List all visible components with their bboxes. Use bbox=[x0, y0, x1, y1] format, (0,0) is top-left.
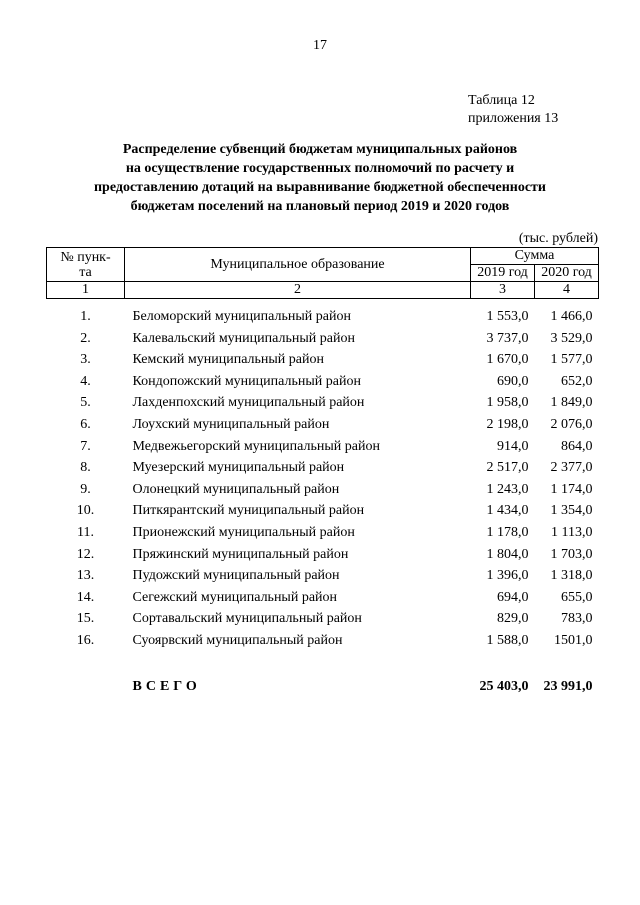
value-2020: 1 849,0 bbox=[550, 395, 593, 411]
municipality-name: Пряжинский муниципальный район bbox=[132, 546, 349, 562]
table-row bbox=[47, 392, 599, 414]
municipality-name: Олонецкий муниципальный район bbox=[132, 481, 340, 497]
header-municipality: Муниципальное образование bbox=[125, 248, 471, 282]
value-2019: 1 588,0 bbox=[486, 632, 529, 648]
index-cell: 4 bbox=[535, 282, 599, 299]
table-row bbox=[47, 522, 599, 544]
value-2020: 1 703,0 bbox=[550, 546, 593, 562]
municipality-name: Калевальский муниципальный район bbox=[132, 330, 355, 346]
value-2019: 1 670,0 bbox=[486, 352, 529, 368]
table-reference-line1: Таблица 12 bbox=[468, 93, 535, 108]
total-label: ВСЕГО bbox=[132, 678, 201, 694]
value-2020: 655,0 bbox=[561, 589, 593, 605]
title-line-2: на осуществление государственных полномочий по расчету и bbox=[125, 161, 515, 176]
row-number: 9. bbox=[80, 481, 91, 497]
table-row bbox=[47, 500, 599, 522]
table-row bbox=[47, 349, 599, 371]
row-number: 8. bbox=[80, 460, 91, 476]
row-number: 3. bbox=[80, 352, 91, 368]
value-2020: 652,0 bbox=[561, 373, 593, 389]
value-2020: 1 318,0 bbox=[550, 568, 593, 584]
row-number: 6. bbox=[80, 416, 91, 432]
value-2019: 694,0 bbox=[497, 589, 529, 605]
index-cell: 2 bbox=[125, 282, 471, 299]
municipality-name: Прионежский муниципальный район bbox=[132, 524, 355, 540]
table-row bbox=[47, 479, 599, 501]
value-2019: 1 396,0 bbox=[486, 568, 529, 584]
table-reference-line2: приложения 13 bbox=[468, 111, 559, 126]
total-2020: 23 991,0 bbox=[543, 678, 593, 694]
value-2020: 2 076,0 bbox=[550, 416, 593, 432]
table-row bbox=[47, 544, 599, 566]
table-row bbox=[47, 414, 599, 436]
index-cell: 1 bbox=[47, 282, 125, 299]
value-2019: 1 434,0 bbox=[486, 503, 529, 519]
municipality-name: Беломорский муниципальный район bbox=[132, 309, 351, 324]
row-number: 13. bbox=[76, 568, 95, 584]
value-2019: 1 178,0 bbox=[486, 524, 529, 540]
value-2020: 783,0 bbox=[561, 611, 593, 627]
header-2020: 2020 год bbox=[535, 265, 599, 282]
municipality-name: Муезерский муниципальный район bbox=[132, 460, 345, 476]
value-2019: 690,0 bbox=[497, 373, 529, 389]
row-number: 14. bbox=[76, 589, 95, 605]
table-row bbox=[47, 299, 599, 328]
municipality-name: Суоярвский муниципальный район bbox=[132, 632, 343, 648]
row-number: 5. bbox=[80, 395, 91, 411]
value-2019: 2 517,0 bbox=[486, 460, 529, 476]
value-2020: 1 174,0 bbox=[550, 481, 593, 497]
row-number: 10. bbox=[76, 503, 95, 519]
municipality-name: Пудожский муниципальный район bbox=[132, 568, 340, 584]
row-number: 16. bbox=[76, 632, 95, 648]
page-number: 17 bbox=[313, 38, 327, 53]
table-row bbox=[47, 328, 599, 350]
municipality-name: Кондопожский муниципальный район bbox=[132, 373, 361, 389]
table-row bbox=[47, 436, 599, 458]
municipality-name: Лоухский муниципальный район bbox=[132, 416, 330, 432]
row-number: 7. bbox=[80, 438, 91, 454]
value-2020: 1 113,0 bbox=[551, 524, 593, 540]
value-2019: 914,0 bbox=[497, 438, 529, 454]
value-2020: 2 377,0 bbox=[550, 460, 593, 476]
row-number: 2. bbox=[80, 330, 91, 346]
value-2020: 864,0 bbox=[561, 438, 593, 454]
value-2019: 3 737,0 bbox=[486, 330, 529, 346]
row-number: 4. bbox=[80, 373, 91, 389]
table-row bbox=[47, 630, 599, 652]
table-row bbox=[47, 457, 599, 479]
value-2020: 1501,0 bbox=[554, 632, 593, 648]
total-2019: 25 403,0 bbox=[479, 678, 529, 694]
header-2019: 2019 год bbox=[471, 265, 535, 282]
document-title bbox=[40, 140, 600, 216]
header-item-number-line2: та bbox=[79, 264, 92, 280]
table-row bbox=[47, 371, 599, 393]
total-number-cell bbox=[47, 652, 125, 698]
value-2020: 1 577,0 bbox=[550, 352, 593, 368]
value-2020: 1 354,0 bbox=[550, 503, 593, 519]
municipality-name: Сортавальский муниципальный район bbox=[132, 611, 362, 627]
value-2019: 2 198,0 bbox=[486, 416, 529, 432]
value-2019: 1 804,0 bbox=[486, 546, 529, 562]
value-2019: 1 243,0 bbox=[486, 481, 529, 497]
value-2020: 1 466,0 bbox=[550, 309, 593, 324]
municipality-name: Кемский муниципальный район bbox=[132, 352, 324, 368]
row-number: 15. bbox=[76, 611, 95, 627]
title-line-4: бюджетам поселений на плановый период 2019 и 2020 годов bbox=[130, 199, 510, 214]
row-number: 12. bbox=[76, 546, 95, 562]
header-sum: Сумма bbox=[471, 248, 599, 265]
municipality-name: Сегежский муниципальный район bbox=[132, 589, 338, 605]
table-row bbox=[47, 565, 599, 587]
total-row bbox=[47, 652, 599, 698]
value-2019: 829,0 bbox=[497, 611, 529, 627]
table-row bbox=[47, 587, 599, 609]
units-label: (тыс. рублей) bbox=[518, 231, 598, 246]
title-line-1: Распределение субвенций бюджетам муниципальных районов bbox=[122, 142, 518, 157]
municipality-name: Питкярантский муниципальный район bbox=[132, 503, 365, 519]
header-item-number bbox=[47, 248, 125, 282]
table-reference bbox=[468, 92, 558, 128]
table-body bbox=[47, 299, 599, 698]
subvention-table bbox=[46, 247, 599, 697]
row-number: 1. bbox=[80, 309, 91, 324]
value-2020: 3 529,0 bbox=[550, 330, 593, 346]
value-2019: 1 553,0 bbox=[486, 309, 529, 324]
value-2019: 1 958,0 bbox=[486, 395, 529, 411]
municipality-name: Медвежьегорский муниципальный район bbox=[132, 438, 380, 454]
title-line-3: предоставлению дотаций на выравнивание бюджетной обеспеченности bbox=[93, 180, 546, 195]
header-item-number-line1: № пунк- bbox=[60, 249, 111, 265]
table-row bbox=[47, 608, 599, 630]
row-number: 11. bbox=[77, 524, 94, 540]
municipality-name: Лахденпохский муниципальный район bbox=[132, 395, 365, 411]
index-cell: 3 bbox=[471, 282, 535, 299]
